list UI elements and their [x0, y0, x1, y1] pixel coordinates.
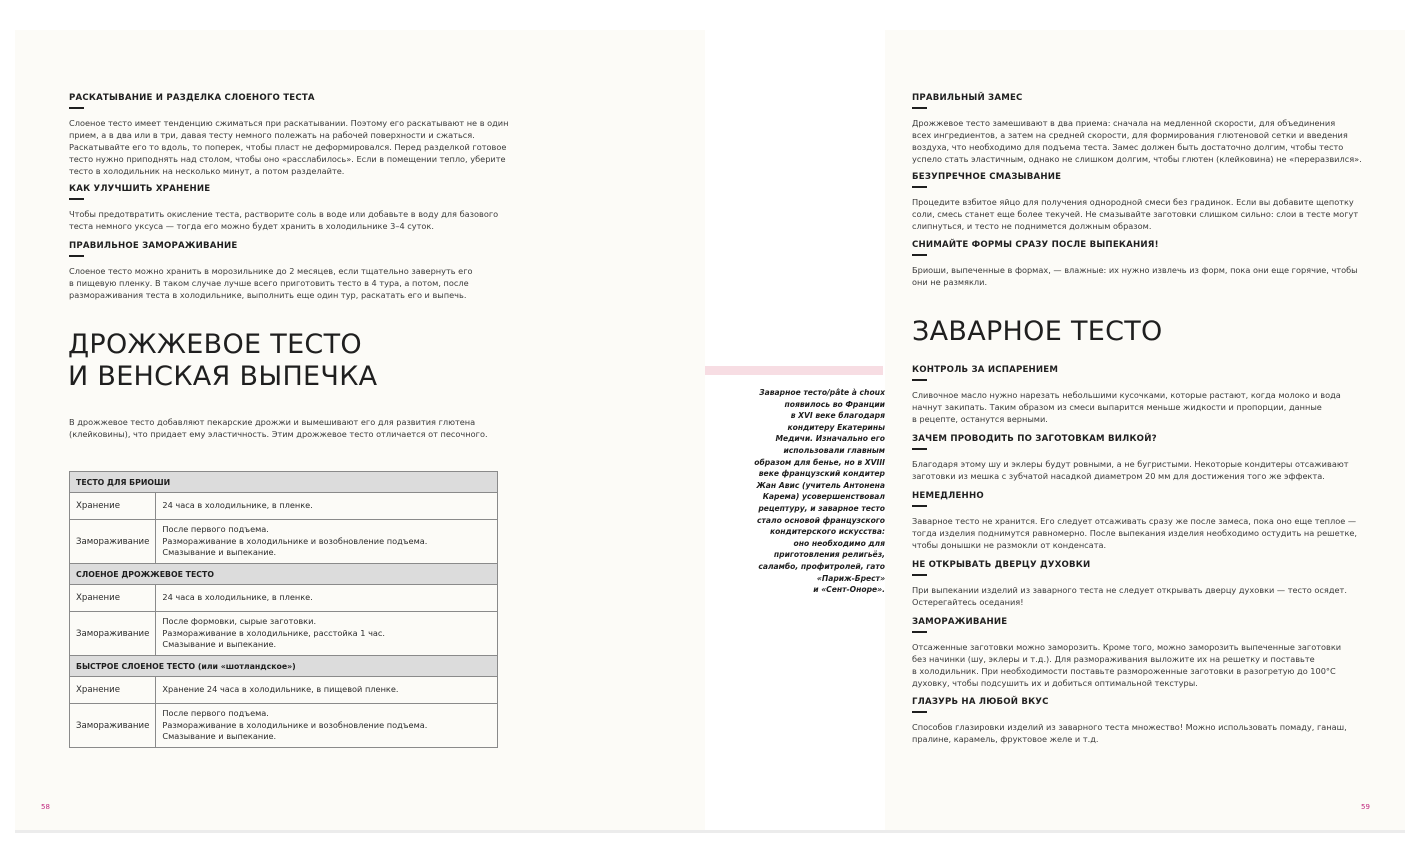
title-dash: [912, 254, 927, 256]
section-title: БЕЗУПРЕЧНОЕ СМАЗЫВАНИЕ: [912, 172, 1062, 182]
table-row: Замораживание После первого подъема. Размораживание в холодильнике и возобновление подъема. Смазывание и выпекание.: [70, 704, 498, 748]
section-body: Бриоши, выпеченные в формах, — влажные: их нужно извлечь из форм, пока они еще горячие, чтобы они не размякли.: [912, 265, 1358, 287]
table-row: Замораживание После первого подъема. Размораживание в холодильнике и возобновление подъема. Смазывание и выпекание.: [70, 520, 498, 564]
section-storage: [69, 184, 498, 232]
title-dash: [912, 711, 927, 713]
section-title: ЗАЧЕМ ПРОВОДИТЬ ПО ЗАГОТОВКАМ ВИЛКОЙ?: [912, 434, 1157, 444]
page-number-right: 59: [1361, 803, 1370, 811]
table-row: Хранение Хранение 24 часа в холодильнике, в пищевой пленке.: [70, 677, 498, 704]
title-dash: [69, 255, 84, 257]
title-dash: [912, 574, 927, 576]
section-title: РАСКАТЫВАНИЕ И РАЗДЕЛКА СЛОЕНОГО ТЕСТА: [69, 93, 315, 103]
section-body: Слоеное тесто имеет тенденцию сжиматься при раскатывании. Поэтому его раскатывают не в один прием, а в два или в три, давая тесту немного полежать на рабочей поверхности и сжаться. Раскатывайте его то вдоль, то поперек, чтобы пласт не деформировался. Перед разделкой готовое тесто нужно приподнять над столом, чтобы оно «расслабилось». Если в помещении тепло, уберите тесто в холодильник на несколько минут, а потом разделайте.: [69, 118, 509, 176]
section-freezing: [69, 241, 473, 301]
chapter-heading-choux: ЗАВАРНОЕ ТЕСТО: [912, 316, 1163, 347]
title-dash: [69, 198, 84, 200]
page-number-left: 58: [41, 803, 50, 811]
title-dash: [912, 505, 927, 507]
title-dash: [912, 107, 927, 109]
section-title: ЗАМОРАЖИВАНИЕ: [912, 617, 1008, 627]
chapter-heading-yeast-dough: ДРОЖЖЕВОЕ ТЕСТО И ВЕНСКАЯ ВЫПЕЧКА: [68, 329, 378, 392]
table-row: Хранение 24 часа в холодильнике, в пленке.: [70, 493, 498, 520]
section-title: СНИМАЙТЕ ФОРМЫ СРАЗУ ПОСЛЕ ВЫПЕКАНИЯ!: [912, 240, 1159, 250]
sidebar-note-choux-history: Заварное тесто/pâte à choux появилось во Франции в XVI веке благодаря кондитеру Екатерины Медичи. Изначально его использовали главным образом для бенье, но в XVIII веке французский кондитер Жан Авис (учитель Антонена Карема) усовершенствовал рецептуру, и заварное тесто стало основой французского кондитерского искусства: оно необходимо для приготовления религьёз, саламбо, профитролей, гато «Париж-Брест» и «Сент-Оноре».: [754, 388, 885, 595]
title-dash: [912, 379, 927, 381]
table-group-header: БЫСТРОЕ СЛОЕНОЕ ТЕСТО (или «шотландское»): [70, 656, 498, 677]
table-group-header: СЛОЕНОЕ ДРОЖЖЕВОЕ ТЕСТО: [70, 564, 498, 585]
section-body: Слоеное тесто можно хранить в морозильнике до 2 месяцев, если тщательно завернуть его в пищевую пленку. В таком случае лучше всего приготовить тесто в 4 тура, а потом, после размораживания теста в холодильнике, выполнить еще один тур, раскатать его и выпечь.: [69, 266, 473, 300]
section-body: Отсаженные заготовки можно заморозить. Кроме того, можно заморозить выпеченные заготовки без начинки (шу, эклеры и т.д.). Для размораживания выложите их на решетку и поставьте в холодильник. При необходимости поставьте размороженные заготовки в разогретую до 100°С духовку, чтобы подсушить их и добиться оптимальной текстуры.: [912, 642, 1342, 688]
title-dash: [912, 631, 927, 633]
section-glaze: [912, 697, 1347, 745]
section-title: ГЛАЗУРЬ НА ЛЮБОЙ ВКУС: [912, 697, 1049, 707]
section-body: Сливочное масло нужно нарезать небольшими кусочками, которые растают, когда молоко и вода начнут закипать. Таким образом из смеси выпарится меньше жидкости и пропорции, данные в рецепте, останутся верными.: [912, 390, 1341, 424]
section-unmold: [912, 240, 1358, 288]
spread-shadow: [15, 830, 1405, 833]
table-row: Хранение 24 часа в холодильнике, в пленке.: [70, 585, 498, 612]
section-immediately: [912, 491, 1357, 551]
table-row: Замораживание После формовки, сырые заготовки. Размораживание в холодильнике, расстойка 1 час. Смазывание и выпекание.: [70, 612, 498, 656]
section-body: Заварное тесто не хранится. Его следует отсаживать сразу же после замеса, пока оно еще теплое — тогда изделия поднимутся равномерно. После выпекания изделия необходимо остудить на решетке, чтобы донышки не размокли от конденсата.: [912, 516, 1358, 550]
section-body: Благодаря этому шу и эклеры будут ровными, а не бугристыми. Некоторые кондитеры отсаживают заготовки из мешка с зубчатой насадкой диаметром 20 мм для достижения того же эффекта.: [912, 459, 1349, 481]
section-freezing-choux: [912, 617, 1341, 689]
section-fork: [912, 434, 1349, 482]
section-egg-wash: [912, 172, 1358, 232]
storage-table: [69, 471, 498, 748]
section-oven-door: [912, 560, 1347, 608]
section-body: Чтобы предотвратить окисление теста, растворите соль в воде или добавьте в воду для базового теста немного уксуса — тогда его можно будет хранить в холодильнике 3–4 суток.: [69, 209, 499, 231]
section-proper-kneading: [912, 93, 1362, 165]
section-evaporation: [912, 365, 1341, 425]
section-title: ПРАВИЛЬНОЕ ЗАМОРАЖИВАНИЕ: [69, 241, 238, 251]
accent-bar: [705, 366, 883, 375]
section-title: НЕМЕДЛЕННО: [912, 491, 984, 501]
section-body: Способов глазировки изделий из заварного теста множество! Можно использовать помаду, ганаш, пралине, карамель, фруктовое желе и т.д.: [912, 722, 1347, 744]
title-dash: [912, 186, 927, 188]
section-title: ПРАВИЛЬНЫЙ ЗАМЕС: [912, 93, 1023, 103]
section-body: При выпекании изделий из заварного теста не следует открывать дверцу духовки — тесто осядет. Остерегайтесь оседания!: [912, 585, 1347, 607]
chapter-intro: В дрожжевое тесто добавляют пекарские дрожжи и вымешивают его для развития глютена (клейковины), что придает ему эластичность. Этим дрожжевое тесто отличается от песочного.: [69, 417, 488, 439]
section-body: Дрожжевое тесто замешивают в два приема: сначала на медленной скорости, для объединения всех ингредиентов, а затем на средней скорости, для формирования глютеновой сетки и введения воздуха, что необходимо для подъема теста. Замес должен быть достаточно долгим, чтобы тесто успело стать эластичным, однако не слишком долгим, чтобы глютен (клейковина) не «переразвился».: [912, 118, 1362, 164]
title-dash: [69, 107, 84, 109]
section-body: Процедите взбитое яйцо для получения однородной смеси без градинок. Если вы добавите щепотку соли, смесь станет еще более текучей. Не смазывайте заготовки слишком сильно: слои в тесте могут слипнуться, и тесто не поднимется должным образом.: [912, 197, 1359, 231]
section-title: КАК УЛУЧШИТЬ ХРАНЕНИЕ: [69, 184, 211, 194]
section-title: КОНТРОЛЬ ЗА ИСПАРЕНИЕМ: [912, 365, 1059, 375]
table-group-header: ТЕСТО ДЛЯ БРИОШИ: [70, 472, 498, 493]
section-rolling: [69, 93, 508, 177]
title-dash: [912, 448, 927, 450]
section-title: НЕ ОТКРЫВАТЬ ДВЕРЦУ ДУХОВКИ: [912, 560, 1091, 570]
